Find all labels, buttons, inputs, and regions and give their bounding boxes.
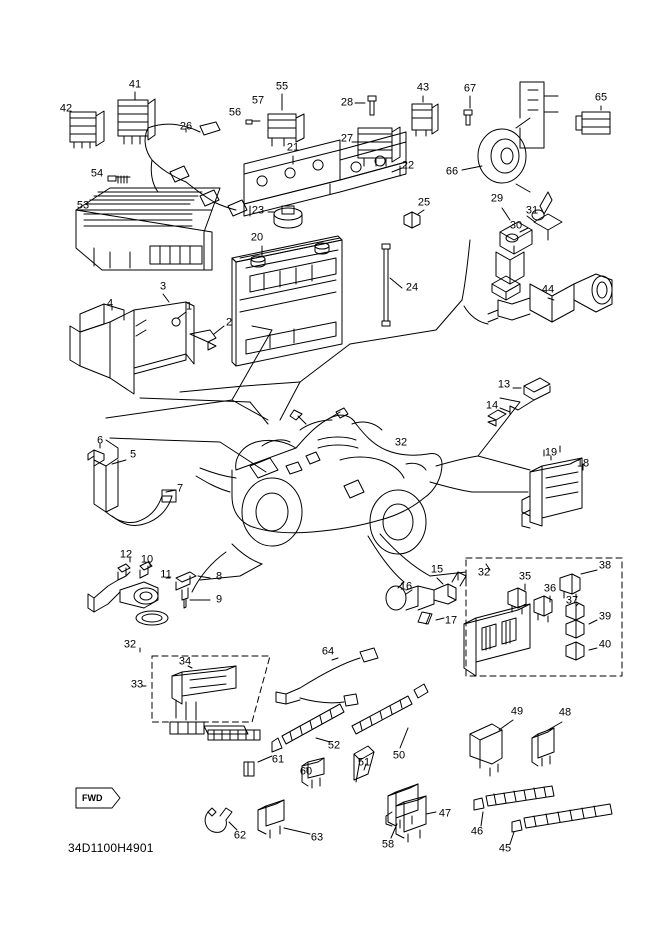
callout-number: 41 <box>128 78 142 91</box>
part-50-plastic-band <box>352 684 428 734</box>
leader-64 <box>332 658 338 660</box>
callout-number: 20 <box>250 231 264 244</box>
leader-2 <box>214 326 224 334</box>
callout-number: 47 <box>438 807 452 820</box>
callout-number: 23 <box>251 204 265 217</box>
leader-66 <box>462 166 482 170</box>
part-33-group-box <box>152 656 270 722</box>
callout-number: 30 <box>509 219 523 232</box>
callout-number: 53 <box>76 199 90 212</box>
callout-number: 14 <box>485 399 499 412</box>
callout-number: 10 <box>140 553 154 566</box>
callout-number: 24 <box>405 281 419 294</box>
callout-number: 63 <box>310 831 324 844</box>
callout-number: 25 <box>417 196 431 209</box>
part-26-sub-wire-harness <box>145 122 247 216</box>
callout-number: 32 <box>394 436 408 449</box>
fwd-direction-label: FWD <box>82 793 103 803</box>
callout-number: 12 <box>119 548 133 561</box>
callout-number: 32 <box>123 638 137 651</box>
part-20-battery <box>232 236 342 366</box>
callout-number: 4 <box>106 297 114 310</box>
leader-46 <box>481 812 483 826</box>
callout-number: 35 <box>518 570 532 583</box>
part-24-band-bolt <box>382 244 390 326</box>
callout-number: 51 <box>357 756 371 769</box>
callout-number: 7 <box>176 482 184 495</box>
callout-number: 44 <box>541 283 555 296</box>
callout-number: 34 <box>178 655 192 668</box>
callout-number: 22 <box>401 159 415 172</box>
leader-47 <box>426 812 436 814</box>
callout-number: 36 <box>543 582 557 595</box>
callout-number: 38 <box>598 559 612 572</box>
callout-number: 13 <box>497 378 511 391</box>
leader-63 <box>284 828 310 834</box>
callout-number: 19 <box>544 446 558 459</box>
part-47-clamp <box>396 796 426 842</box>
part-48-clamp <box>532 728 554 766</box>
part-43-connector <box>412 104 438 136</box>
callout-number: 58 <box>381 838 395 851</box>
leader-8 <box>198 576 210 578</box>
callout-number: 6 <box>96 434 104 447</box>
diagram-part-code: 34D1100H4901 <box>68 841 154 855</box>
callout-number: 55 <box>275 80 289 93</box>
part-42-relay <box>70 111 104 148</box>
callout-number: 40 <box>598 638 612 651</box>
part-34-unit <box>170 666 248 734</box>
leader-1 <box>178 312 186 318</box>
part-63-clamp <box>258 800 284 838</box>
callout-number: 54 <box>90 167 104 180</box>
callout-number: 5 <box>129 448 137 461</box>
callout-number: 28 <box>340 96 354 109</box>
callout-number: 48 <box>558 706 572 719</box>
callout-number: 50 <box>392 749 406 762</box>
callout-number: 67 <box>463 82 477 95</box>
callout-number: 42 <box>59 102 73 115</box>
leader-40 <box>589 648 597 650</box>
callout-number: 15 <box>430 563 444 576</box>
callout-number: 16 <box>399 580 413 593</box>
callout-number: 43 <box>416 81 430 94</box>
part-65-connector <box>576 112 610 134</box>
callout-number: 8 <box>215 570 223 583</box>
callout-number: 29 <box>490 192 504 205</box>
callout-number: 17 <box>444 614 458 627</box>
part-41-relay <box>118 99 155 144</box>
leader-24 <box>390 278 402 288</box>
callout-number: 3 <box>159 280 167 293</box>
part-67-bolt <box>464 110 472 125</box>
callout-number: 66 <box>445 165 459 178</box>
part-46-band <box>474 786 554 810</box>
callout-number: 61 <box>271 753 285 766</box>
callout-number: 56 <box>228 106 242 119</box>
leader-49 <box>499 720 513 730</box>
callout-number: 45 <box>498 842 512 855</box>
callout-number: 1 <box>185 300 193 313</box>
part-54-bolt <box>108 176 130 183</box>
leader-17 <box>436 618 444 620</box>
part-45-band <box>512 804 612 832</box>
callout-number: 2 <box>225 316 233 329</box>
callout-number: 9 <box>215 593 223 606</box>
callout-number: 57 <box>251 94 265 107</box>
part-21-22-battery-band <box>244 132 406 216</box>
callout-number: 62 <box>233 829 247 842</box>
leader-48 <box>548 722 562 730</box>
atv-silhouette <box>232 408 442 554</box>
part-58-clamp <box>386 784 418 828</box>
leader-15 <box>437 578 443 584</box>
callout-number: 18 <box>576 457 590 470</box>
part-8-12-sensor-group <box>88 562 196 625</box>
leader-44 <box>548 298 554 300</box>
leader-39 <box>589 620 597 624</box>
part-27-relay-box <box>358 127 400 166</box>
part-25-nut <box>404 212 420 228</box>
part-61-cable-tie <box>208 730 260 776</box>
leader-3 <box>163 294 169 302</box>
callout-number: 31 <box>525 204 539 217</box>
part-62-clip <box>205 808 232 832</box>
callout-number: 32 <box>477 566 491 579</box>
callout-number: 46 <box>470 825 484 838</box>
part-57-screw <box>246 120 260 124</box>
leader-25 <box>418 210 424 214</box>
callout-number: 49 <box>510 705 524 718</box>
leader-38 <box>581 570 597 574</box>
callout-number: 33 <box>130 678 144 691</box>
callout-number: 26 <box>179 120 193 133</box>
part-44-power-outlet <box>488 274 612 322</box>
callout-number: 37 <box>565 594 579 607</box>
callout-number: 21 <box>286 141 300 154</box>
part-1-4-cdi-unit <box>70 302 216 394</box>
part-23-grommet <box>274 206 302 228</box>
leader-50 <box>400 728 408 748</box>
callout-number: 64 <box>321 645 335 658</box>
part-49-clamp <box>470 724 502 776</box>
part-66-horn <box>478 82 558 192</box>
callout-number: 11 <box>160 568 172 581</box>
callout-number: 65 <box>594 91 608 104</box>
leader-29 <box>502 208 510 220</box>
callout-number: 60 <box>299 765 313 778</box>
callout-number: 27 <box>340 132 354 145</box>
leader-61 <box>258 756 272 762</box>
callout-number: 52 <box>327 739 341 752</box>
part-28-bolt <box>368 96 376 115</box>
callout-number: 39 <box>598 610 612 623</box>
diagram-leader-lines <box>106 240 530 592</box>
part-53-ecu <box>76 188 220 270</box>
